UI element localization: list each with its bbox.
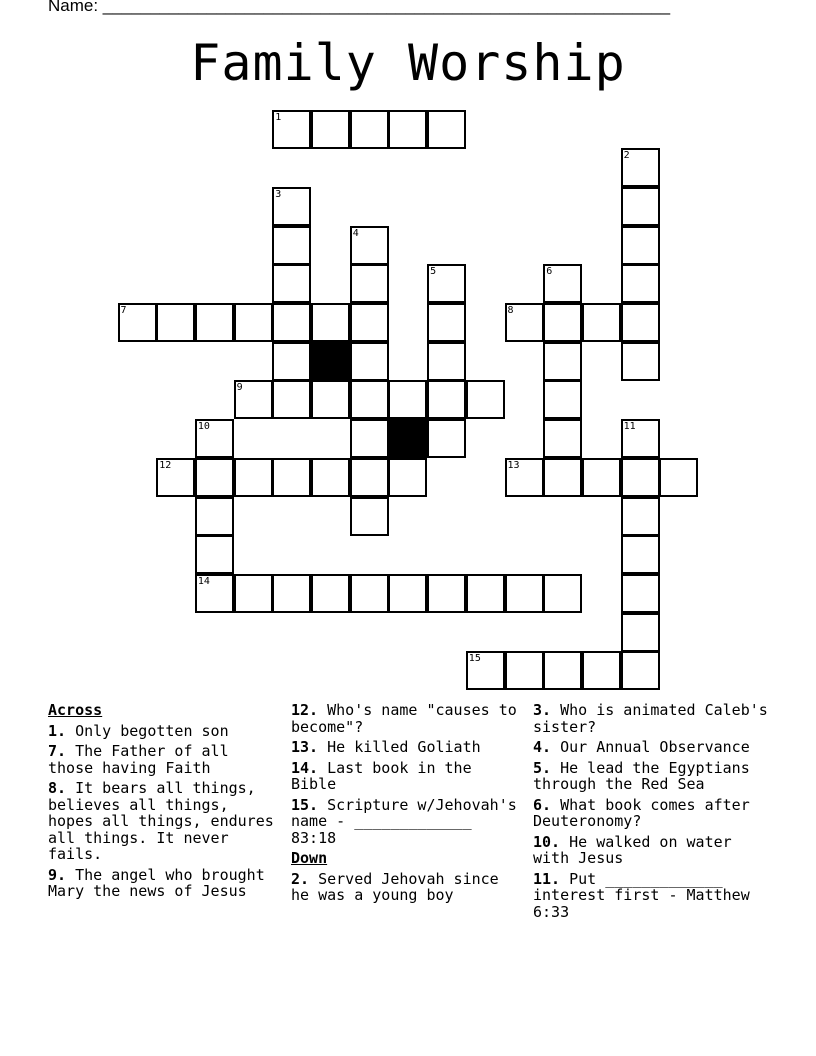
- crossword-cell[interactable]: [234, 458, 273, 497]
- crossword-cell[interactable]: [466, 574, 505, 613]
- crossword-cell[interactable]: [427, 264, 466, 303]
- crossword-cell[interactable]: [350, 497, 389, 536]
- page-title: Family Worship: [190, 34, 626, 92]
- clue-item: [291, 760, 523, 793]
- clue-item-text: Our Annual Observance: [551, 738, 750, 756]
- crossword-cell[interactable]: [505, 651, 544, 690]
- crossword-cell[interactable]: [195, 419, 234, 458]
- crossword-cell[interactable]: [272, 574, 311, 613]
- crossword-cell[interactable]: [621, 148, 660, 187]
- clue-number: 11: [623, 421, 636, 433]
- crossword-cell[interactable]: [118, 303, 157, 342]
- crossword-cell[interactable]: [621, 651, 660, 690]
- crossword-cell[interactable]: [659, 458, 698, 497]
- clue-item: [533, 797, 773, 830]
- crossword-cell[interactable]: [427, 574, 466, 613]
- clue-item-number: 7.: [48, 742, 67, 760]
- crossword-cell[interactable]: [621, 574, 660, 613]
- clue-item-number: 10.: [533, 832, 561, 851]
- crossword-cell[interactable]: [156, 458, 195, 497]
- crossword-cell[interactable]: [350, 342, 389, 381]
- crossword-cell[interactable]: [543, 574, 582, 613]
- clue-item-text: It bears all things, believes all things, hopes all things, endures all things. It never fails.: [48, 779, 283, 863]
- crossword-cell[interactable]: [350, 264, 389, 303]
- clues-column-3: [533, 701, 777, 924]
- crossword-cell[interactable]: [621, 303, 660, 342]
- crossword-cell[interactable]: [388, 574, 427, 613]
- crossword-cell[interactable]: [505, 574, 544, 613]
- crossword-cell[interactable]: [427, 110, 466, 149]
- crossword-cell[interactable]: [234, 303, 273, 342]
- crossword-cell[interactable]: [427, 380, 466, 419]
- clue-item: [48, 743, 280, 776]
- clue-item-number: 5.: [533, 758, 552, 777]
- clue-item-text: Put _____________ interest first - Matthew 6:33: [533, 869, 759, 921]
- crossword-cell[interactable]: [466, 651, 505, 690]
- crossword-cell[interactable]: [621, 613, 660, 652]
- clue-number: 15: [468, 653, 481, 665]
- crossword-cell[interactable]: [350, 226, 389, 265]
- clue-number: 1: [275, 111, 282, 123]
- crossword-cell[interactable]: [543, 342, 582, 381]
- crossword-block: [311, 342, 350, 381]
- clue-item-text: What book comes after Deuteronomy?: [533, 795, 759, 830]
- clue-item-number: 8.: [48, 779, 67, 797]
- clue-item-number: 6.: [533, 795, 552, 814]
- crossword-cell[interactable]: [195, 535, 234, 574]
- crossword-cell[interactable]: [195, 303, 234, 342]
- clue-item-number: 2.: [291, 869, 310, 888]
- crossword-cell[interactable]: [466, 380, 505, 419]
- clue-number: 2: [623, 150, 630, 162]
- crossword-cell[interactable]: [350, 574, 389, 613]
- clue-item-text: Who is animated Caleb's sister?: [533, 701, 777, 736]
- crossword-cell[interactable]: [311, 458, 350, 497]
- crossword-cell[interactable]: [234, 574, 273, 613]
- crossword-cell[interactable]: [621, 264, 660, 303]
- clue-number: 8: [507, 305, 514, 316]
- crossword-cell[interactable]: [582, 303, 621, 342]
- clue-item-number: 12.: [291, 701, 319, 719]
- crossword-cell[interactable]: [272, 110, 311, 149]
- crossword-cell[interactable]: [272, 303, 311, 342]
- clues-heading: Down: [291, 849, 328, 867]
- clue-item: [291, 871, 523, 904]
- crossword-cell[interactable]: [156, 303, 195, 342]
- clue-item-number: 11.: [533, 869, 561, 888]
- crossword-cell[interactable]: [621, 497, 660, 536]
- clue-number: 6: [546, 266, 553, 278]
- clue-item: [291, 701, 526, 736]
- crossword-cell[interactable]: [272, 226, 311, 265]
- clue-item-number: 1.: [48, 721, 67, 740]
- crossword-cell[interactable]: [621, 226, 660, 265]
- clue-item-number: 13.: [291, 738, 319, 756]
- clue-item-text: Only begotten son: [66, 721, 229, 740]
- clue-number: 3: [275, 188, 282, 200]
- clue-number: 14: [197, 575, 210, 587]
- crossword-cell[interactable]: [621, 342, 660, 381]
- crossword-cell[interactable]: [621, 535, 660, 574]
- crossword-cell[interactable]: [350, 110, 389, 149]
- name-field[interactable]: Name: ____________________________________________________________: [48, 0, 671, 15]
- crossword-cell[interactable]: [272, 458, 311, 497]
- clue-number: 7: [120, 305, 127, 316]
- clue-item-text: Who's name "causes to become"?: [291, 701, 526, 736]
- crossword-cell[interactable]: [582, 651, 621, 690]
- crossword-cell[interactable]: [350, 303, 389, 342]
- clue-number: 12: [159, 459, 172, 471]
- crossword-cell[interactable]: [543, 419, 582, 458]
- clue-number: 13: [507, 459, 520, 471]
- crossword-cell[interactable]: [350, 380, 389, 419]
- clues-heading: Across: [48, 701, 103, 719]
- crossword-cell[interactable]: [388, 458, 427, 497]
- crossword-cell[interactable]: [427, 419, 466, 458]
- clue-item-text: Scripture w/Jehovah's name - _____________ 83:18: [291, 795, 526, 847]
- crossword-cell[interactable]: [427, 342, 466, 381]
- crossword-cell[interactable]: [311, 303, 350, 342]
- clues-column-1: [48, 701, 283, 904]
- clue-item: [533, 834, 773, 867]
- crossword-cell[interactable]: [543, 264, 582, 303]
- clue-item-number: 3.: [533, 701, 552, 719]
- clue-item-text: He lead the Egyptians through the Red Sea: [533, 758, 759, 793]
- crossword-cell[interactable]: [621, 419, 660, 458]
- clue-item: [533, 739, 773, 756]
- clue-item: [533, 760, 773, 793]
- clue-number: 10: [197, 421, 210, 433]
- crossword-cell[interactable]: [350, 419, 389, 458]
- crossword-cell[interactable]: [505, 303, 544, 342]
- crossword-cell[interactable]: [195, 458, 234, 497]
- clue-item-text: He killed Goliath: [318, 738, 481, 756]
- clue-item: [48, 867, 280, 900]
- clue-number: 5: [430, 266, 437, 278]
- clue-item: [533, 871, 773, 921]
- clue-item-text: Served Jehovah since he was a young boy: [291, 869, 508, 904]
- clue-item-text: He walked on water with Jesus: [533, 832, 741, 867]
- crossword-cell[interactable]: [621, 187, 660, 226]
- clue-item-number: 15.: [291, 795, 319, 814]
- clue-item: [48, 779, 283, 863]
- clue-item: [533, 701, 777, 736]
- clue-item: [48, 723, 280, 740]
- crossword-cell[interactable]: [311, 574, 350, 613]
- clue-item-text: Last book in the Bible: [291, 758, 481, 793]
- crossword-cell[interactable]: [388, 110, 427, 149]
- crossword-cell[interactable]: [195, 574, 234, 613]
- crossword-cell[interactable]: [195, 497, 234, 536]
- crossword-cell[interactable]: [272, 264, 311, 303]
- crossword-cell[interactable]: [505, 458, 544, 497]
- crossword-cell[interactable]: [272, 380, 311, 419]
- crossword-cell[interactable]: [543, 458, 582, 497]
- clue-item: [291, 739, 523, 756]
- crossword-cell[interactable]: [582, 458, 621, 497]
- clue-item-text: The Father of all those having Faith: [48, 742, 238, 777]
- crossword-cell[interactable]: [234, 380, 273, 419]
- clue-number: 4: [352, 227, 359, 239]
- crossword-cell[interactable]: [621, 458, 660, 497]
- clue-number: 9: [236, 382, 243, 394]
- clue-item-number: 14.: [291, 758, 319, 777]
- crossword-cell[interactable]: [543, 651, 582, 690]
- crossword-cell[interactable]: [350, 458, 389, 497]
- clue-item-number: 9.: [48, 865, 67, 884]
- crossword-cell[interactable]: [427, 303, 466, 342]
- crossword-cell[interactable]: [311, 380, 350, 419]
- crossword-cell[interactable]: [543, 380, 582, 419]
- clue-item-text: The angel who brought Mary the news of Jesus: [48, 865, 274, 900]
- clue-item: [291, 795, 526, 847]
- crossword-cell[interactable]: [388, 380, 427, 419]
- crossword-cell[interactable]: [272, 187, 311, 226]
- crossword-cell[interactable]: [311, 110, 350, 149]
- clue-item-number: 4.: [533, 738, 552, 756]
- crossword-block: [388, 419, 427, 458]
- crossword-cell[interactable]: [543, 303, 582, 342]
- clues-column-2: [291, 701, 526, 908]
- crossword-cell[interactable]: [272, 342, 311, 381]
